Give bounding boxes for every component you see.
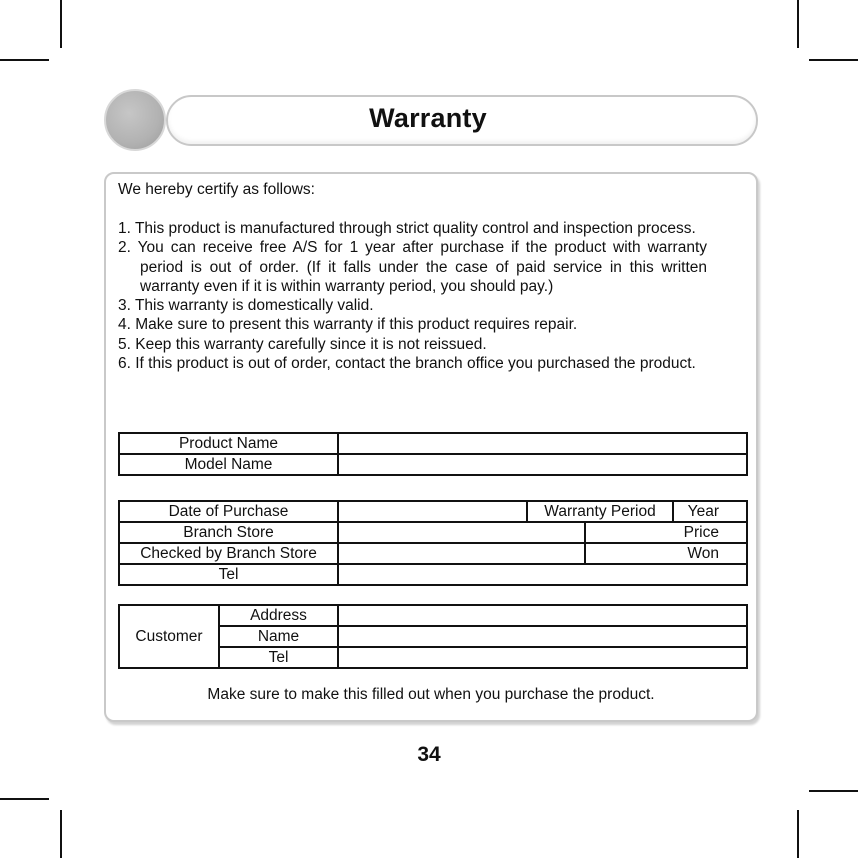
checked-by-branch-field[interactable] xyxy=(338,543,585,564)
clause-item: 1. This product is manufactured through strict quality control and inspection process. xyxy=(118,220,696,237)
footer-note: Make sure to make this filled out when you purchase the product. xyxy=(207,686,655,703)
crop-mark xyxy=(797,0,799,48)
clause-item: 5. Keep this warranty carefully since it is not reissued. xyxy=(118,335,487,353)
clause-item: 3. This warranty is domestically valid. xyxy=(118,297,374,315)
crop-mark xyxy=(0,59,49,61)
customer-tel-field[interactable] xyxy=(338,647,747,668)
intro-text: We hereby certify as follows: xyxy=(118,181,315,198)
page-number: 34 xyxy=(417,743,441,766)
product-name-field[interactable] xyxy=(338,433,747,454)
price-label: Price xyxy=(683,524,719,541)
branch-store-label: Branch Store xyxy=(119,522,338,543)
crop-mark xyxy=(797,810,799,858)
won-label: Won xyxy=(687,545,719,562)
date-of-purchase-label: Date of Purchase xyxy=(119,501,338,522)
warranty-clauses xyxy=(118,219,707,373)
crop-mark xyxy=(0,798,49,800)
clause-item: 4. Make sure to present this warranty if this product requires repair. xyxy=(118,316,578,334)
purchase-table xyxy=(118,500,748,586)
address-field[interactable] xyxy=(338,605,747,626)
checked-by-branch-label: Checked by Branch Store xyxy=(119,543,338,564)
price-field[interactable] xyxy=(585,522,747,543)
won-field[interactable] xyxy=(585,543,747,564)
crop-mark xyxy=(60,0,62,48)
clause-item: 2. You can receive free A/S for 1 year after purchase if the product with warranty period is out of order. (If it falls under the case of paid service in this written warranty even if it is within warranty period, you should pay.) xyxy=(118,239,707,295)
model-name-label: Model Name xyxy=(119,454,338,475)
page-title: Warranty xyxy=(369,103,487,133)
crop-mark xyxy=(809,59,858,61)
clause-item: 6. If this product is out of order, contact the branch office you purchased the product. xyxy=(118,355,696,373)
crop-mark xyxy=(809,790,858,792)
store-tel-label: Tel xyxy=(119,564,338,585)
customer-name-label: Name xyxy=(219,626,338,647)
customer-tel-label: Tel xyxy=(219,647,338,668)
product-table xyxy=(118,432,748,476)
date-of-purchase-field[interactable] xyxy=(338,501,527,522)
customer-table xyxy=(118,604,748,669)
product-name-label: Product Name xyxy=(119,433,338,454)
customer-label: Customer xyxy=(119,605,219,668)
customer-name-field[interactable] xyxy=(338,626,747,647)
crop-mark xyxy=(60,810,62,858)
year-field[interactable] xyxy=(673,501,747,522)
branch-store-field[interactable] xyxy=(338,522,585,543)
warranty-period-label: Warranty Period xyxy=(527,501,673,522)
address-label: Address xyxy=(219,605,338,626)
model-name-field[interactable] xyxy=(338,454,747,475)
title-bullet-circle xyxy=(104,89,166,151)
year-label: Year xyxy=(687,503,719,520)
store-tel-field[interactable] xyxy=(338,564,747,585)
